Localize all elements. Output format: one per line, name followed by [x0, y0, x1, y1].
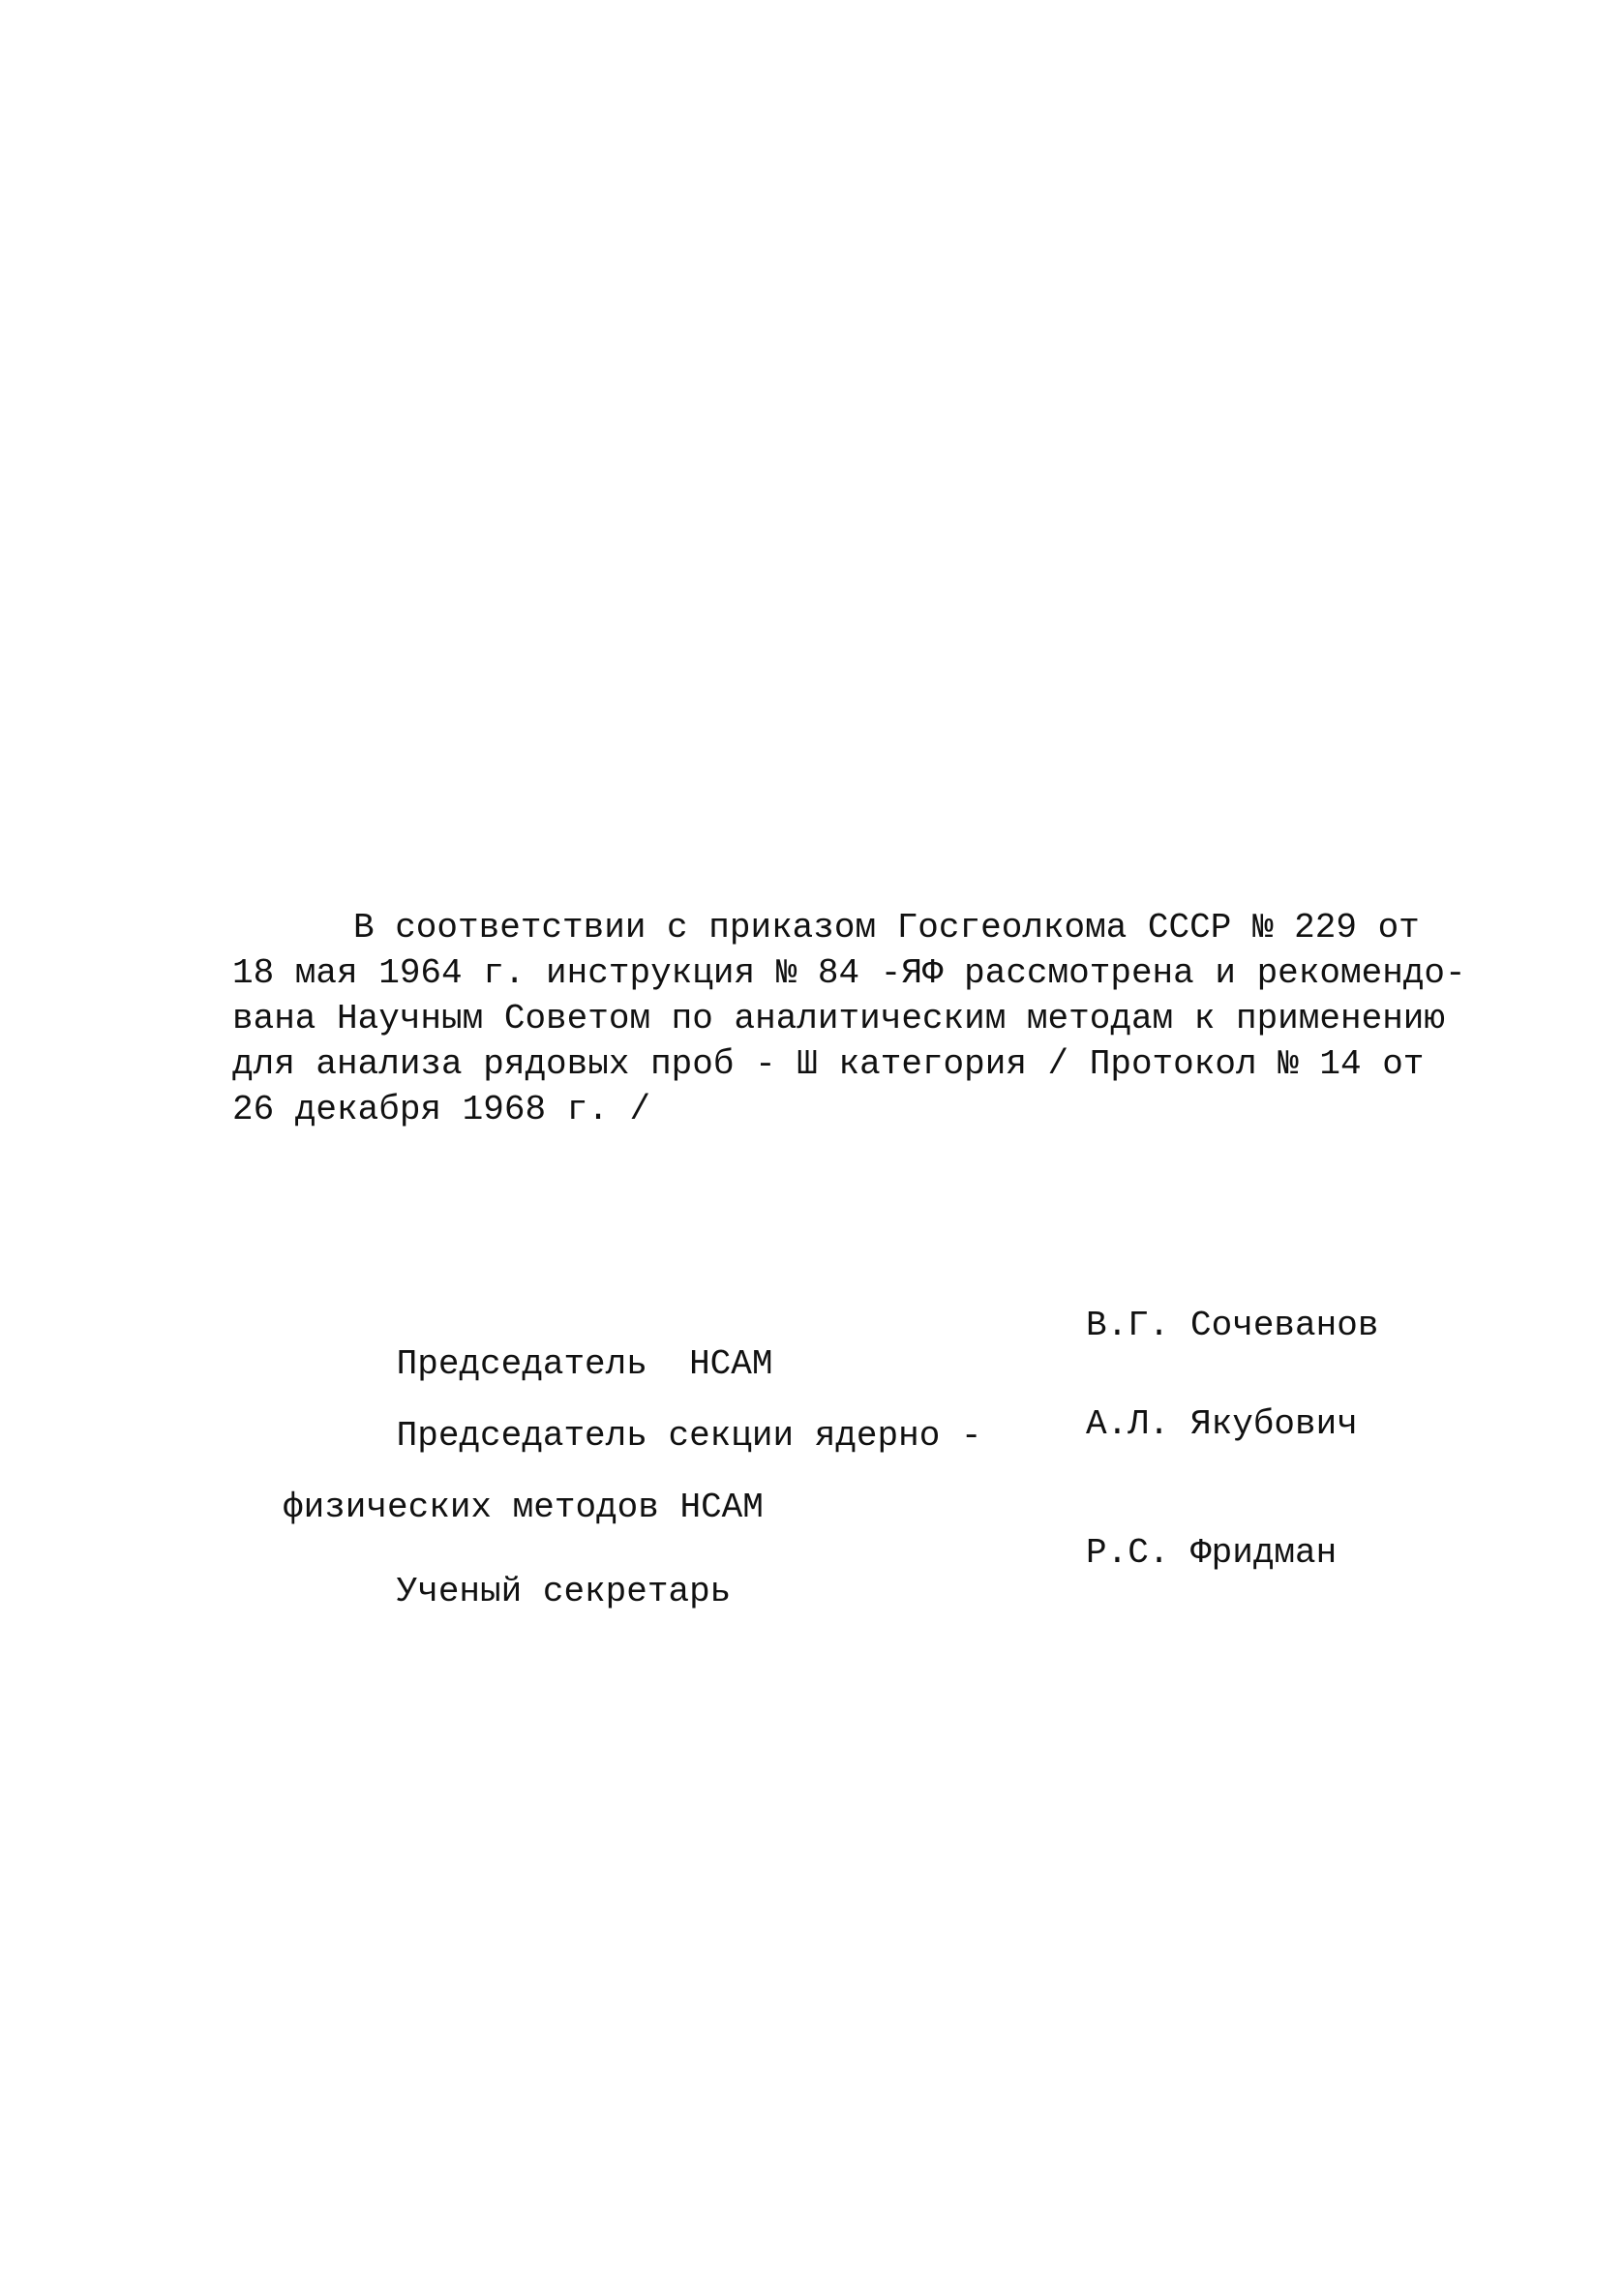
paragraph-line: для анализа рядовых проб - Ш категория / Протокол № 14 от [232, 1044, 1425, 1084]
signatory-name: А.Л. Якубович [1086, 1404, 1358, 1444]
paragraph-line: 18 мая 1964 г. инструкция № 84 -ЯФ рассмотрена и рекомендо- [232, 953, 1466, 993]
signatory-title-line: Председатель НСАМ [396, 1344, 773, 1384]
signatory-title [271, 1534, 731, 1650]
signatory-title-line: Председатель секции ядерно - [396, 1416, 982, 1456]
signatory-name: Р.С. Фридман [1086, 1533, 1338, 1573]
approval-paragraph [232, 905, 1466, 1132]
signatory-title-line: Ученый секретарь [396, 1572, 732, 1611]
paragraph-line: 26 декабря 1968 г. / [232, 1090, 651, 1129]
paragraph-line: В соответствии с приказом Госгеолкома СССР № 229 от [353, 908, 1420, 947]
signatory-title-line: физических методов НСАМ [283, 1488, 764, 1527]
paragraph-line: вана Научным Советом по аналитическим методам к применению [232, 999, 1446, 1038]
signatory-name: В.Г. Сочеванов [1086, 1306, 1379, 1345]
